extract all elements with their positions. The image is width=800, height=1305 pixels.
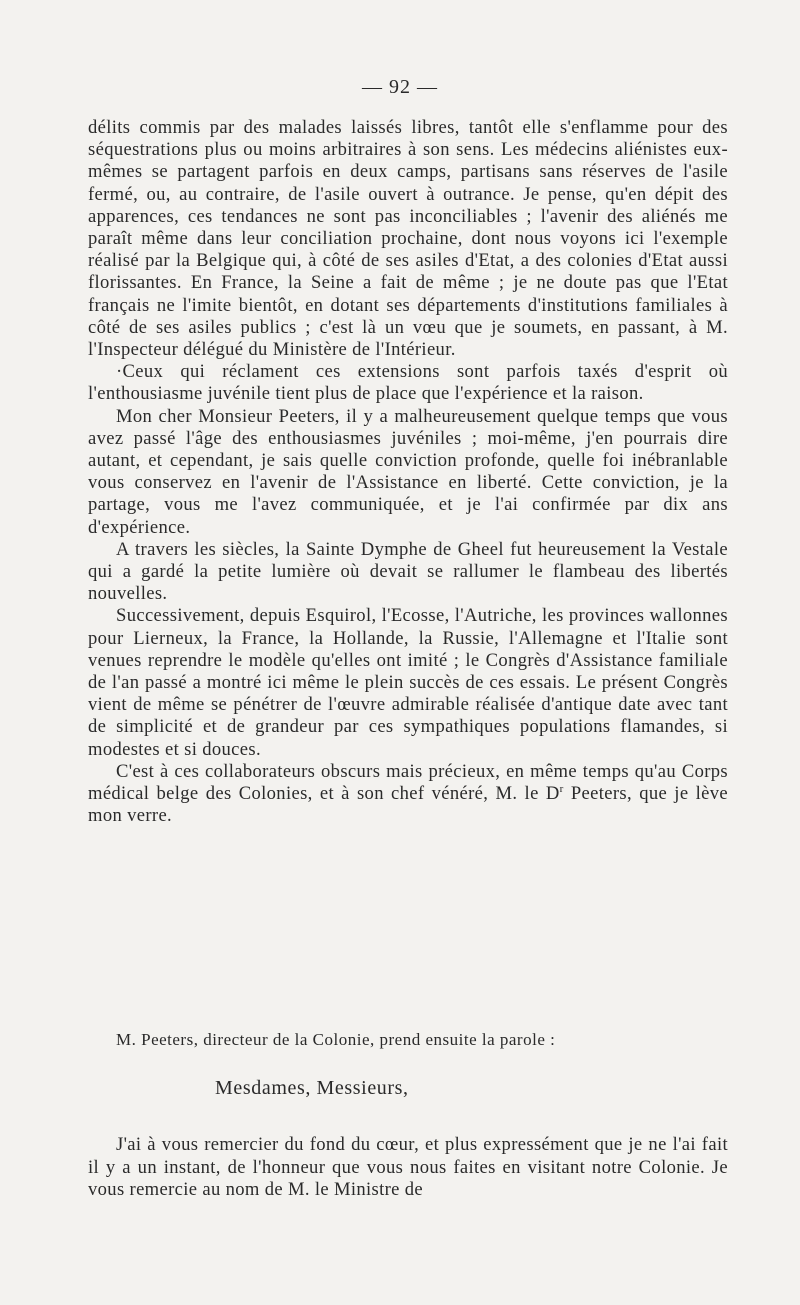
speech-paragraph: J'ai à vous remercier du fond du cœur, et plus expressément que je ne l'ai fait il y a un instant, de l'honneur que vous nous faites en visitant notre Colonie. Je vous remercie au nom de M. le Ministre de: [88, 1134, 728, 1201]
paragraph-6-text-before: C'est à ces collaborateurs obscurs mais précieux, en même temps qu'au Corps médical belge des Colonies, et à son chef vénéré, M. le D: [88, 760, 728, 805]
paragraph-2: ·Ceux qui réclament ces extensions sont parfois taxés d'esprit où l'enthousiasme juvénile tient plus de place que l'expérience et la raison.: [88, 361, 728, 405]
paragraph-6-text-after: Peeters, que je lève mon verre.: [88, 783, 728, 827]
main-text: [88, 117, 728, 828]
salutation: Mesdames, Messieurs,: [215, 1077, 409, 1099]
doctor-abbrev-superscript: r: [559, 782, 564, 795]
speech-text: [88, 1134, 728, 1202]
paragraph-5: Successivement, depuis Esquirol, l'Ecosse, l'Autriche, les provinces wallonnes pour Lierneux, la France, la Hollande, la Russie, l'Allemagne et l'Italie sont venues reprendre le modèle qu'elles ont imité ; le Congrès d'Assistance familiale de l'an passé a montré ici même le plein succès de ces essais. Le présent Congrès vient de même se pénétrer de l'œuvre admirable réalisée d'antique date avec tant de simplicité et de grandeur par ces sympathiques populations flamandes, si modestes et si douces.: [88, 605, 728, 760]
page-number: — 92 —: [362, 76, 438, 98]
paragraph-1: délits commis par des malades laissés libres, tantôt elle s'enflamme pour des séquestrations plus ou moins arbitraires à son sens. Les médecins aliénistes eux-mêmes se partagent parfois en deux camps, partisans sans réserves de l'asile fermé, ou, au contraire, de l'asile ouvert à outrance. Je pense, qu'en dépit des apparences, ces tendances ne sont pas inconciliables ; l'avenir des aliénés me paraît même dans leur conciliation prochaine, dont nous voyons ici l'exemple réalisé par la Belgique qui, à côté de ses asiles d'Etat, a des colonies d'Etat aussi florissantes. En France, la Seine a fait de même ; je ne doute pas que l'Etat français ne l'imite bientôt, en dotant ses départements d'institutions familiales à côté de ses asiles publics ; c'est là un vœu que je soumets, en passant, à M. l'Inspecteur délégué du Ministère de l'Intérieur.: [88, 117, 728, 361]
paragraph-3: Mon cher Monsieur Peeters, il y a malheureusement quelque temps que vous avez passé l'âge des enthousiasmes juvéniles ; moi-même, j'en pourrais dire autant, et cependant, je sais quelle conviction profonde, quelle foi inébranlable vous conservez en l'avenir de l'Assistance en liberté. Cette conviction, je la partage, vous me l'avez communiquée, et je l'ai confirmée par dix ans d'expérience.: [88, 405, 728, 538]
paragraph-6: [88, 761, 728, 828]
paragraph-4: A travers les siècles, la Sainte Dymphe de Gheel fut heureusement la Vestale qui a gardé la petite lumière où devait se rallumer le flambeau des libertés nouvelles.: [88, 538, 728, 605]
speaker-caption: M. Peeters, directeur de la Colonie, prend ensuite la parole :: [116, 1030, 556, 1049]
